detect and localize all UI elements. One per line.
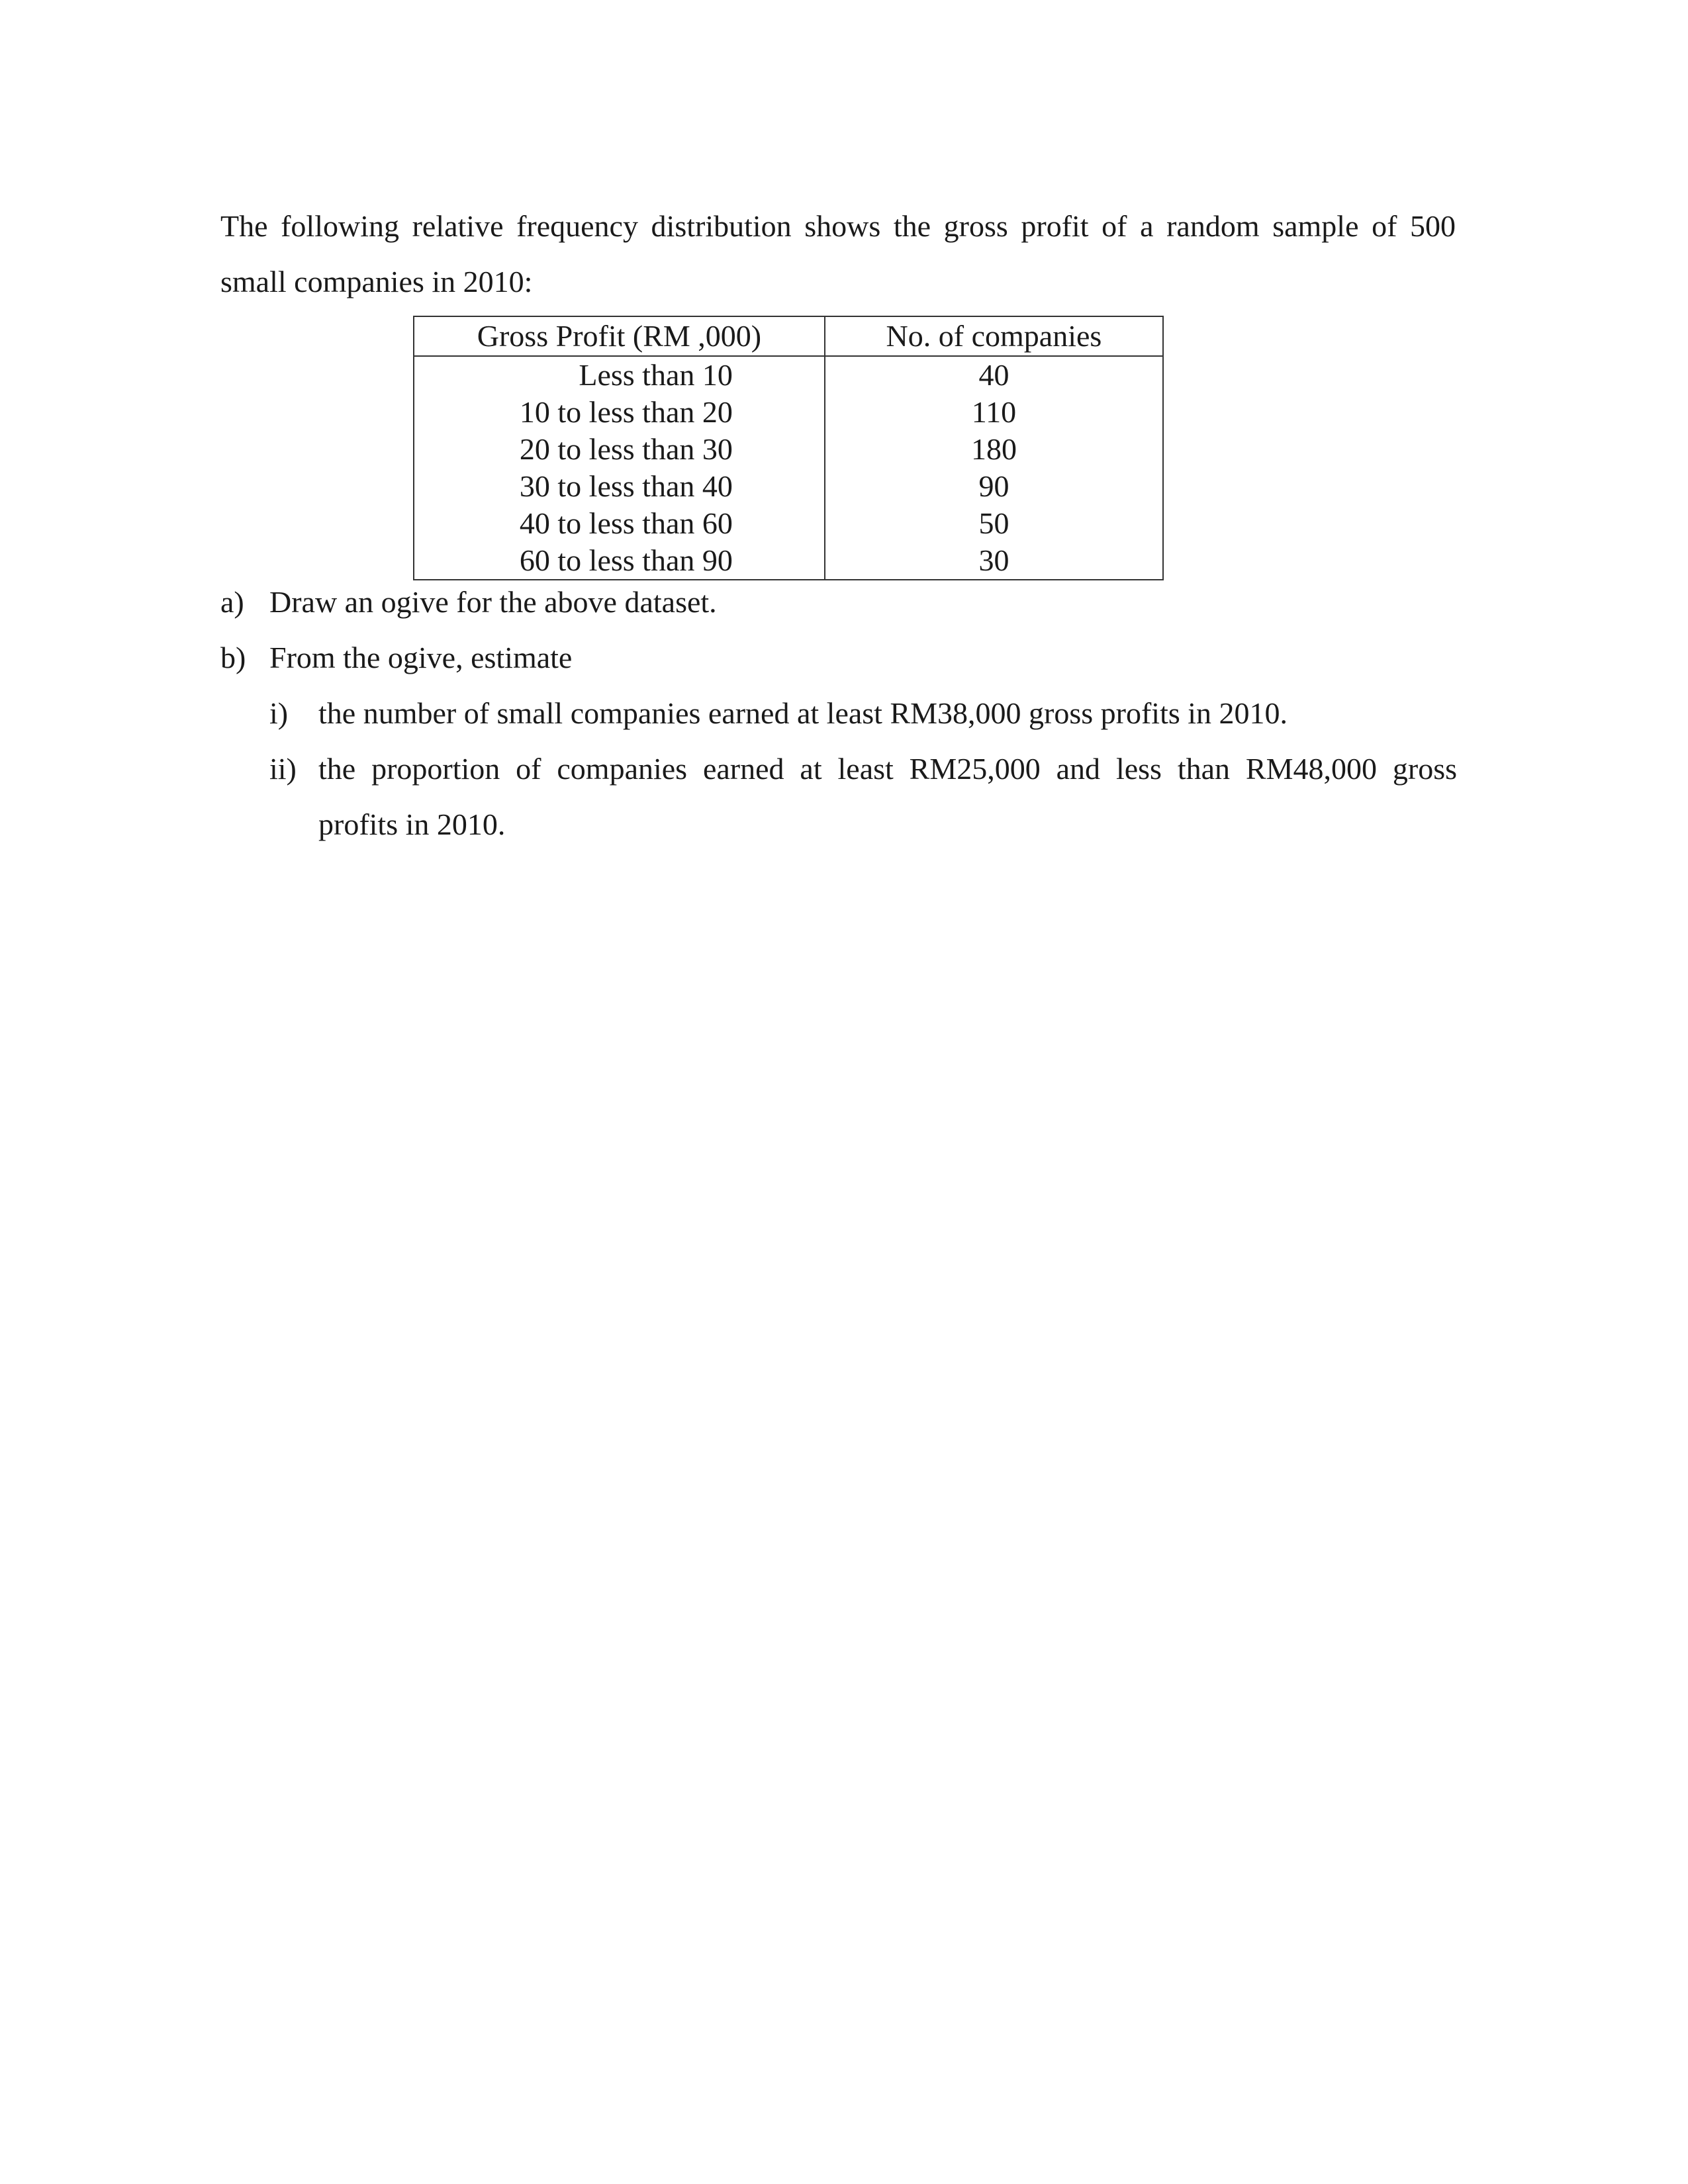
company-count: 40: [825, 356, 1163, 394]
question-b-marker: b): [220, 641, 246, 674]
table-row: [414, 394, 1163, 431]
company-count: 180: [825, 431, 1163, 468]
company-count: 50: [825, 505, 1163, 542]
question-b-i-text: the number of small companies earned at least RM38,000 gross profits in 2010.: [318, 696, 1288, 730]
table-row: [414, 356, 1163, 394]
question-b-i-marker: i): [269, 696, 289, 730]
question-b-ii: [269, 741, 1465, 797]
class-interval: 30 to less than 40: [414, 468, 825, 505]
question-a: [220, 574, 1465, 630]
question-b-ii-line-2: profits in 2010.: [318, 807, 506, 841]
table-row: [414, 468, 1163, 505]
header-no-of-companies: No. of companies: [825, 316, 1163, 356]
class-interval: Less than 10: [414, 356, 825, 394]
question-a-marker: a): [220, 585, 244, 619]
header-gross-profit: Gross Profit (RM ,000): [414, 316, 825, 356]
question-b-ii-line-1: the proportion of companies earned at least RM25,000 and less than RM48,000 gross: [318, 752, 1457, 786]
company-count: 90: [825, 468, 1163, 505]
question-b-ii-marker: ii): [269, 752, 297, 786]
question-b: [220, 630, 1465, 686]
class-interval: 10 to less than 20: [414, 394, 825, 431]
table-header-row: [414, 316, 1163, 356]
intro-line-2: small companies in 2010:: [220, 265, 533, 298]
company-count: 30: [825, 542, 1163, 580]
table-row: [414, 431, 1163, 468]
class-interval: 20 to less than 30: [414, 431, 825, 468]
question-b-text: From the ogive, estimate: [269, 641, 573, 674]
intro-paragraph: [220, 199, 1465, 310]
question-b-i: [269, 686, 1465, 741]
table-row: [414, 505, 1163, 542]
frequency-table: [413, 316, 1164, 580]
class-interval: 60 to less than 90: [414, 542, 825, 580]
intro-line-1: The following relative frequency distribution shows the gross profit of a random sample of 500: [220, 209, 1456, 243]
class-interval: 40 to less than 60: [414, 505, 825, 542]
question-b-subparts: [220, 686, 1465, 797]
question-a-text: Draw an ogive for the above dataset.: [269, 585, 717, 619]
company-count: 110: [825, 394, 1163, 431]
question-list: [220, 574, 1465, 852]
